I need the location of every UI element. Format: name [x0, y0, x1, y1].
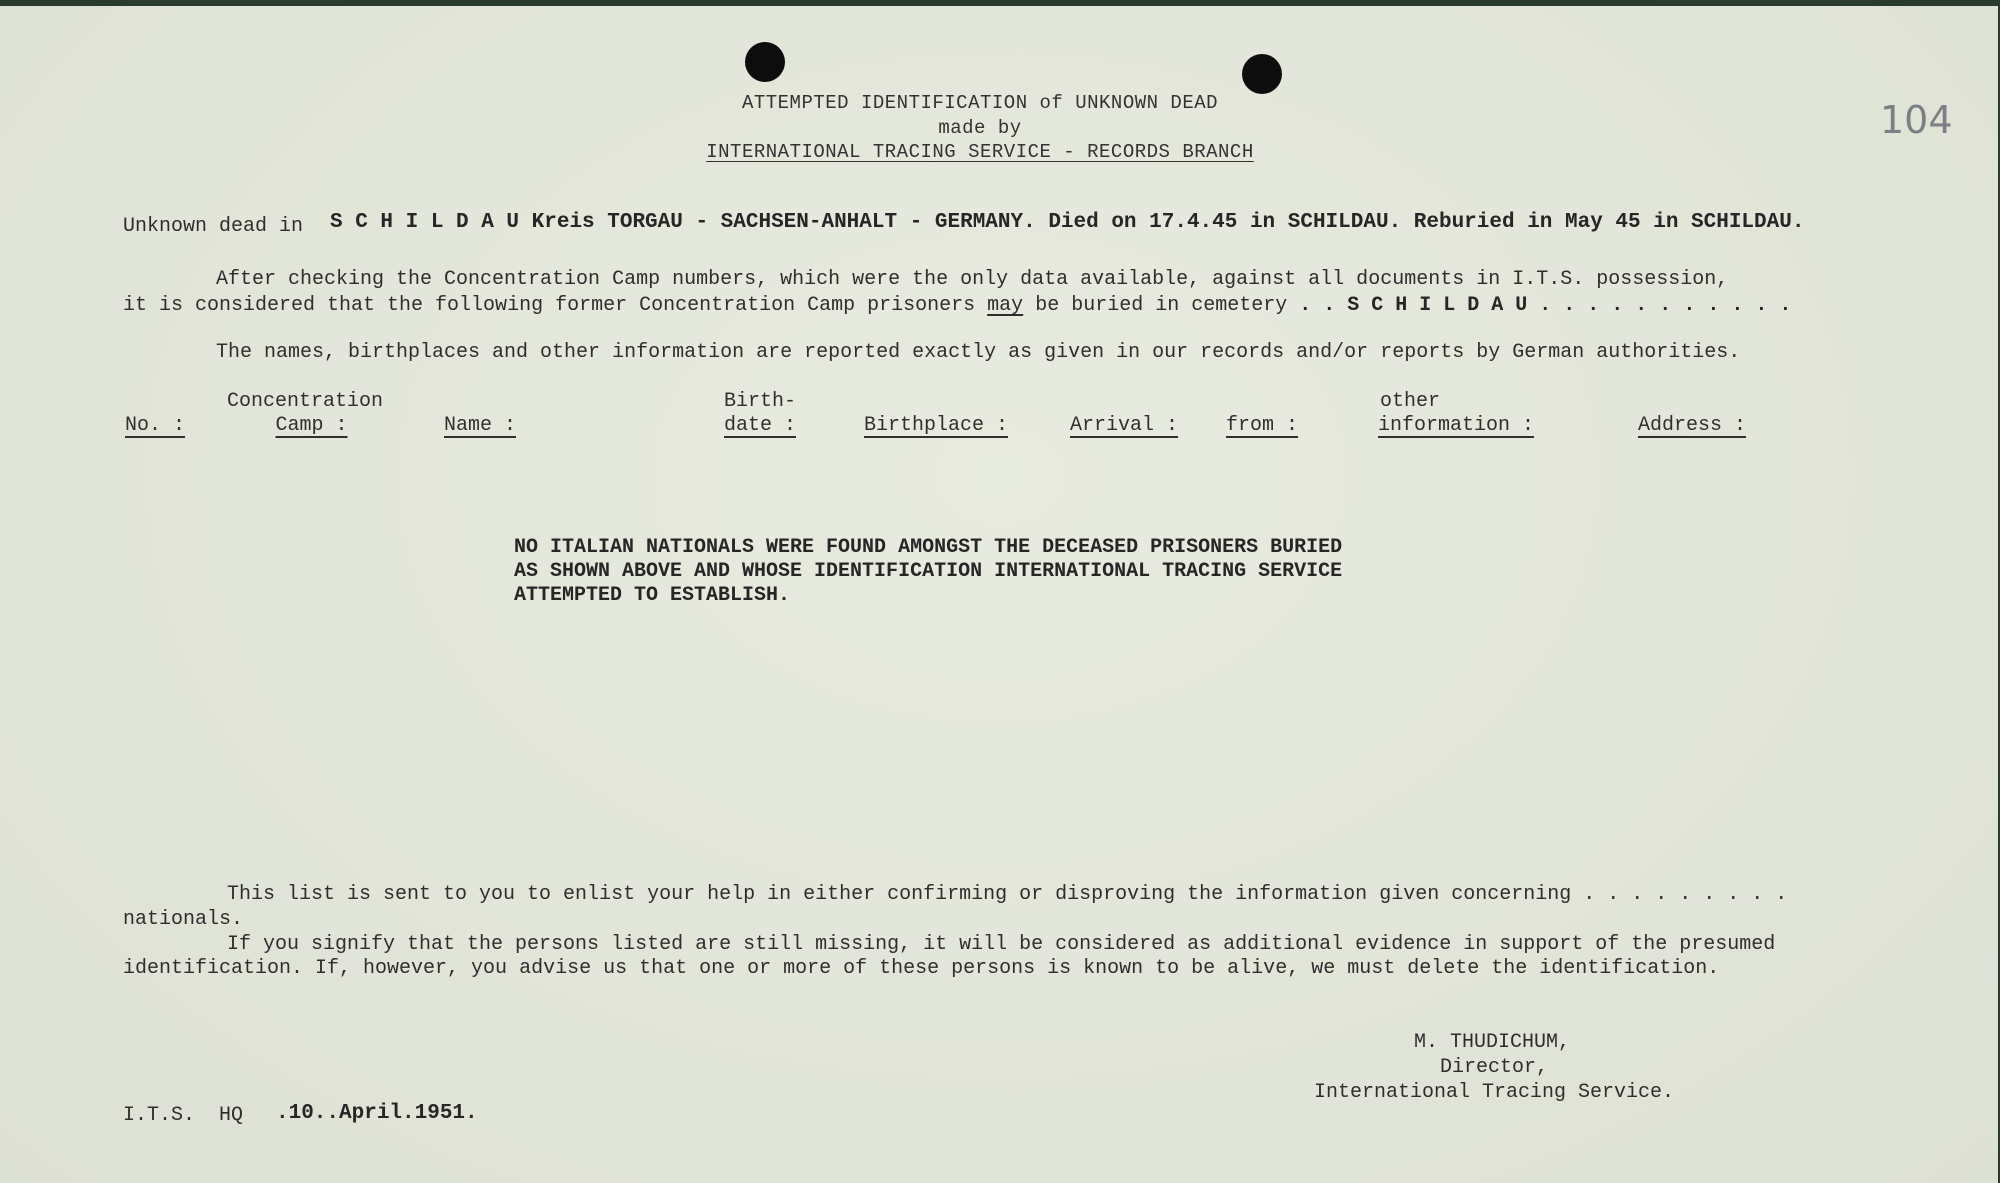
header-made-by: made by [938, 117, 1022, 139]
punch-hole-left [745, 42, 785, 82]
cemetery-name: . . S C H I L D A U . . . . . . . . . . . [1299, 294, 1792, 317]
col-birthdate: date : [724, 414, 797, 437]
closing-line-2: nationals. [123, 908, 244, 931]
col-name: Name : [444, 414, 517, 437]
document-page [0, 6, 1998, 1183]
notice-line-3: ATTEMPTED TO ESTABLISH. [514, 584, 791, 607]
col-camp-top: Concentration [227, 390, 384, 413]
header-title: ATTEMPTED IDENTIFICATION of UNKNOWN DEAD [741, 92, 1219, 114]
notice-line-1: NO ITALIAN NATIONALS WERE FOUND AMONGST THE DECEASED PRISONERS BURIED [514, 536, 1343, 559]
signature-title: Director, [1440, 1056, 1549, 1079]
col-no: No. : [125, 414, 186, 437]
header-issuer: INTERNATIONAL TRACING SERVICE - RECORDS BRANCH [706, 141, 1254, 163]
col-birthplace: Birthplace : [864, 414, 1009, 437]
col-other-top: other [1380, 390, 1441, 413]
signature-name: M. THUDICHUM, [1414, 1031, 1571, 1054]
closing-line-3: If you signify that the persons listed are still missing, it will be considered as additional evidence in support of the presumed [227, 933, 1776, 956]
page-number: 104 [1880, 98, 1953, 142]
unknown-dead-label: Unknown dead in [123, 215, 304, 238]
unknown-dead-location: S C H I L D A U Kreis TORGAU - SACHSEN-ANHALT - GERMANY. Died on 17.4.45 in SCHILDAU. Reburied in May 45 in SCHILDAU. [330, 211, 1805, 234]
closing-line-4: identification. If, however, you advise us that one or more of these persons is known to be alive, we must delete the identification. [123, 957, 1720, 980]
checking-line-2: it is considered that the following former Concentration Camp prisoners may be buried in cemetery . . S C H I L D A U . . . . . . . . . . . [123, 294, 1792, 317]
col-address: Address : [1638, 414, 1747, 437]
closing-line-1: This list is sent to you to enlist your help in either confirming or disproving the information given concerning . . . . . . . . . [227, 883, 1788, 906]
col-arrival: Arrival : [1070, 414, 1179, 437]
notice-line-2: AS SHOWN ABOVE AND WHOSE IDENTIFICATION INTERNATIONAL TRACING SERVICE [514, 560, 1343, 583]
signature-org: International Tracing Service. [1314, 1081, 1675, 1104]
col-other-information: information : [1378, 414, 1535, 437]
checking-line-1: After checking the Concentration Camp numbers, which were the only data available, against all documents in I.T.S. possession, [216, 268, 1729, 291]
col-from: from : [1226, 414, 1299, 437]
footer-date: .10..April.1951. [276, 1102, 478, 1125]
punch-hole-right [1242, 54, 1282, 94]
names-note: The names, birthplaces and other information are reported exactly as given in our records and/or reports by German authorities. [216, 341, 1741, 364]
col-camp: Camp : [275, 414, 348, 437]
footer-label: I.T.S. HQ [123, 1104, 244, 1127]
col-birthdate-top: Birth- [724, 390, 797, 413]
